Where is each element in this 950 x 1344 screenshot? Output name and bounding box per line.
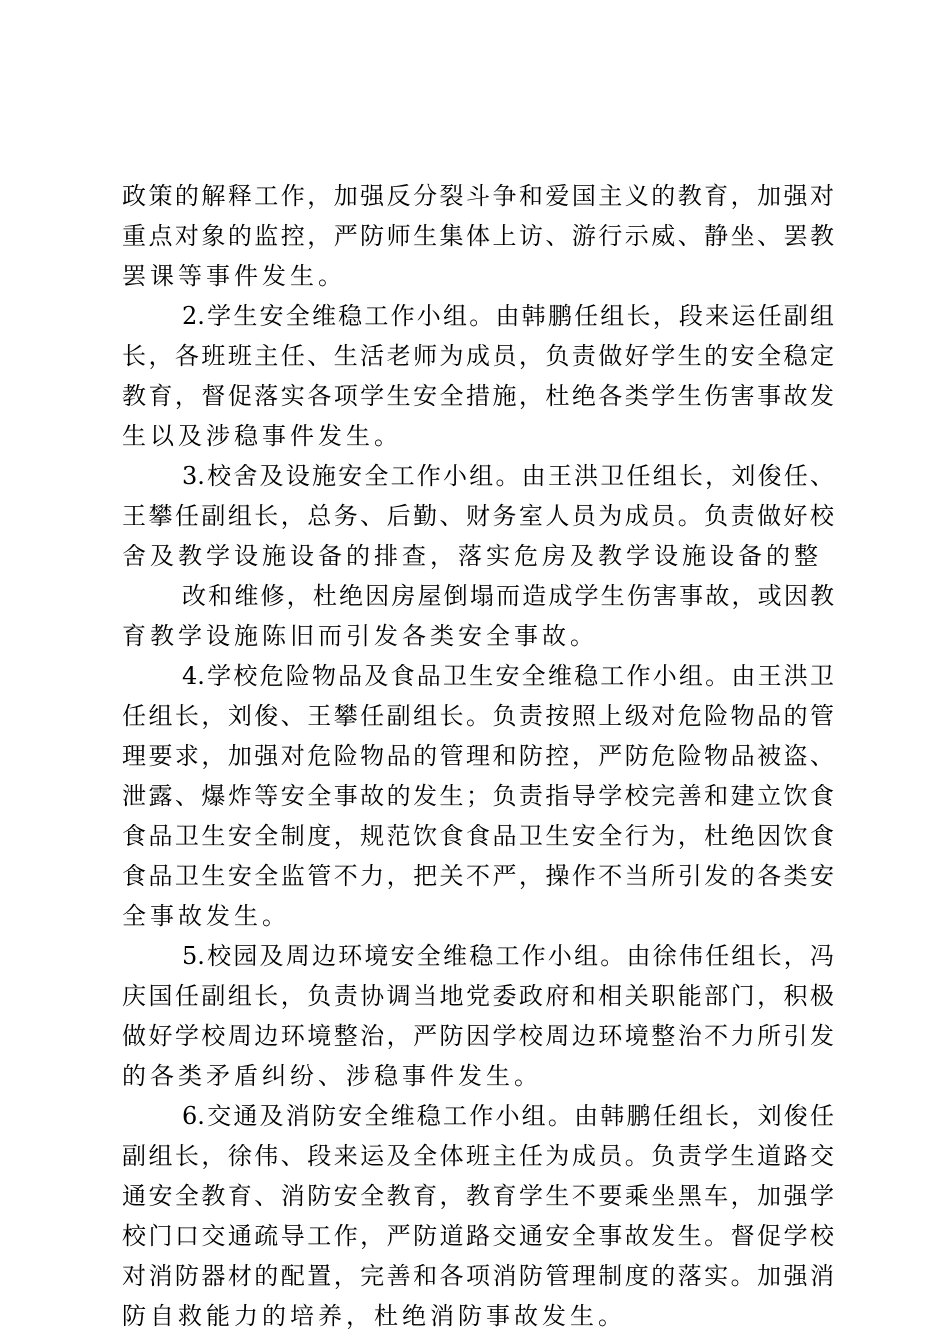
text-line: 2.学生安全维稳工作小组。由韩鹏任组长，段来运任副组 xyxy=(182,302,834,330)
text-line: 4.学校危险物品及食品卫生安全维稳工作小组。由王洪卫 xyxy=(182,662,834,690)
text-line: 做好学校周边环境整治，严防因学校周边环境整治不力所引发 xyxy=(122,1022,834,1050)
text-line: 舍及教学设施设备的排查，落实危房及教学设施设备的整 xyxy=(122,542,822,570)
text-line: 育教学设施陈旧而引发各类安全事故。 xyxy=(122,622,598,650)
text-line: 的各类矛盾纠纷、涉稳事件发生。 xyxy=(122,1062,542,1090)
text-line: 生以及涉稳事件发生。 xyxy=(122,422,402,450)
text-line: 泄露、爆炸等安全事故的发生；负责指导学校完善和建立饮食 xyxy=(122,782,834,810)
text-line: 3.校舍及设施安全工作小组。由王洪卫任组长，刘俊任、 xyxy=(182,462,834,490)
text-line: 王攀任副组长，总务、后勤、财务室人员为成员。负责做好校 xyxy=(122,502,834,530)
text-line: 长，各班班主任、生活老师为成员，负责做好学生的安全稳定 xyxy=(122,342,834,370)
text-line: 6.交通及消防安全维稳工作小组。由韩鹏任组长，刘俊任 xyxy=(182,1102,834,1130)
text-line: 重点对象的监控，严防师生集体上访、游行示威、静坐、罢教 xyxy=(122,222,834,250)
text-line: 对消防器材的配置，完善和各项消防管理制度的落实。加强消 xyxy=(122,1262,834,1290)
text-line: 防自救能力的培养，杜绝消防事故发生。 xyxy=(122,1302,626,1330)
text-line: 庆国任副组长，负责协调当地党委政府和相关职能部门，积极 xyxy=(122,982,834,1010)
text-line: 理要求，加强对危险物品的管理和防控，严防危险物品被盗、 xyxy=(122,742,834,770)
text-line: 食品卫生安全制度，规范饮食食品卫生安全行为，杜绝因饮食 xyxy=(122,822,834,850)
text-line: 罢课等事件发生。 xyxy=(122,262,346,290)
text-line: 校门口交通疏导工作，严防道路交通安全事故发生。督促学校 xyxy=(122,1222,834,1250)
text-line: 食品卫生安全监管不力，把关不严，操作不当所引发的各类安 xyxy=(122,862,834,890)
text-line: 任组长，刘俊、王攀任副组长。负责按照上级对危险物品的管 xyxy=(122,702,834,730)
text-line: 全事故发生。 xyxy=(122,902,290,930)
text-line: 改和维修，杜绝因房屋倒塌而造成学生伤害事故，或因教 xyxy=(182,582,834,610)
text-line: 副组长，徐伟、段来运及全体班主任为成员。负责学生道路交 xyxy=(122,1142,834,1170)
text-line: 通安全教育、消防安全教育，教育学生不要乘坐黑车，加强学 xyxy=(122,1182,834,1210)
text-line: 教育，督促落实各项学生安全措施，杜绝各类学生伤害事故发 xyxy=(122,382,834,410)
text-line: 政策的解释工作，加强反分裂斗争和爱国主义的教育，加强对 xyxy=(122,182,834,210)
text-line: 5.校园及周边环境安全维稳工作小组。由徐伟任组长，冯 xyxy=(182,942,834,970)
